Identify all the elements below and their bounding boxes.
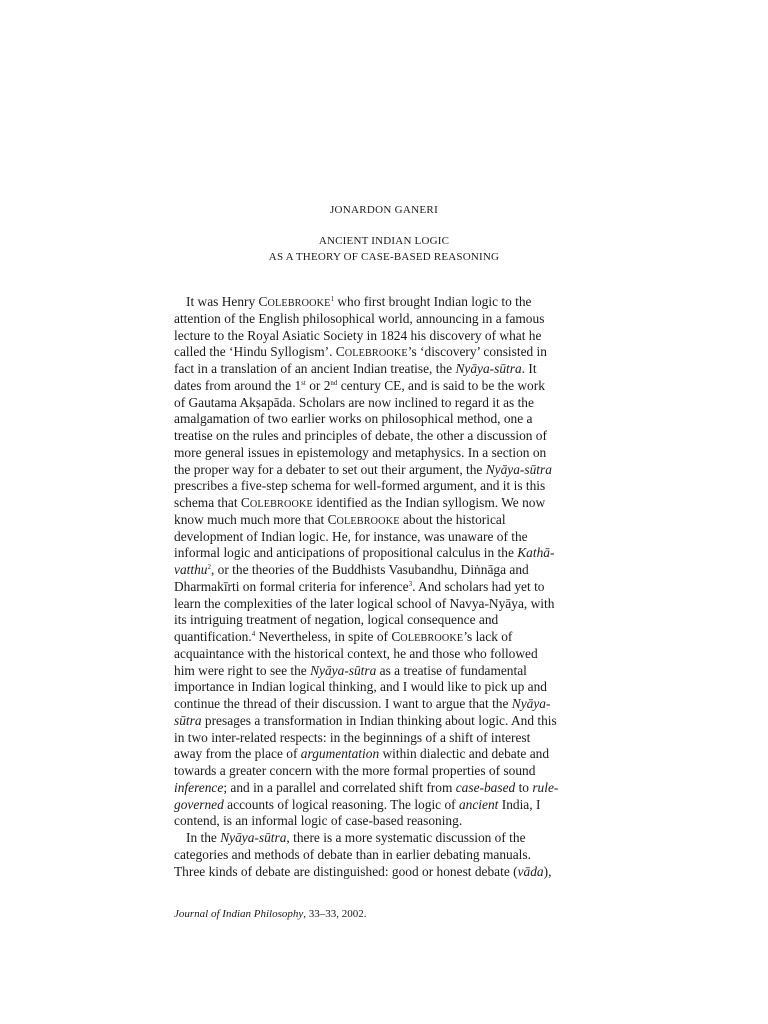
body-line: of Gautama Akṣapāda. Scholars are now inclined to regard it as the [174,394,534,410]
article-title-line-1: ANCIENT INDIAN LOGIC [318,235,450,247]
body-line: called the ‘Hindu Syllogism’. COLEBROOKE’s ‘discovery’ consisted in [174,344,547,360]
body-line: contend, is an informal logic of case-based reasoning. [174,813,463,829]
body-line: importance in Indian logical thinking, and I would like to pick up and [174,679,547,695]
body-line: treatise on the rules and principles of debate, the other a discussion of [174,428,547,443]
footnote-ref: 4 [251,630,256,638]
body-line: governed accounts of logical reasoning. The logic of ancient India, I [174,796,541,812]
body-line: It was Henry COLEBROOKE$^1$ who first brought Indian logic to the [186,294,532,309]
citation-details: , 33–33, 2002. [303,908,367,920]
body-line: the proper way for a debater to set out their argument, the Nyāya-sūtra [174,461,552,477]
body-line: learn the complexities of the later logical school of Navya-Nyāya, with [174,595,555,611]
article-body [174,294,594,880]
body-line: In the Nyāya-sūtra, there is a more systematic discussion of the [186,830,526,845]
body-line: towards a greater concern with the more formal properties of sound [174,763,536,778]
journal-name: Journal of Indian Philosophy [174,908,304,920]
body-line: vatthu$^2$, or the theories of the Buddhists Vasubandhu, Diṅnāga and [174,562,529,577]
body-line: quantification.$^4$ Nevertheless, in spite of COLEBROOKE’s lack of [174,629,513,644]
footnote-ref: 1 [330,295,334,303]
body-line: Dharmakīrti on formal criteria for inference$^3$. And scholars had yet to [174,578,545,594]
body-line: attention of the English philosophical world, announcing in a famous [174,310,545,326]
body-line: prescribes a five-step schema for well-formed argument, and it is this [174,478,546,494]
journal-citation [174,908,367,920]
footnote-ref: 2 [207,563,211,571]
author-name: JONARDON GANERI [329,204,439,216]
body-line: Three kinds of debate are distinguished: good or honest debate (vāda), [174,863,552,879]
body-line: lecture to the Royal Asiatic Society in 1824 his discovery of what he [174,327,542,343]
body-line: more general issues in epistemology and metaphysics. In a section on [174,444,547,460]
body-line: away from the place of argumentation within dialectic and debate and [174,746,550,762]
body-line: categories and methods of debate than in earlier debating manuals. [174,846,531,862]
body-line: amalgamation of two earlier works on philosophical method, one a [174,411,533,427]
body-line: acquaintance with the historical context, he and those who followed [174,645,538,661]
body-line: schema that COLEBROOKE identified as the Indian syllogism. We now [174,495,546,510]
body-line: its intriguing treatment of negation, logical consequence and [174,612,499,628]
body-line: inference; and in a parallel and correlated shift from case-based to rule- [174,779,559,795]
body-line: development of Indian logic. He, for instance, was unaware of the [174,528,528,544]
body-line: know much much more that COLEBROOKE about the historical [174,511,506,527]
body-line: fact in a translation of an ancient Indian treatise, the Nyāya-sūtra. It [174,361,537,376]
body-line: in two inter-related respects: in the beginnings of a shift of interest [174,729,531,745]
body-line: sūtra presages a transformation in Indian thinking about logic. And this [174,712,557,728]
body-line: him were right to see the Nyāya-sūtra as a treatise of fundamental [174,662,527,678]
body-line: continue the thread of their discussion. I want to argue that the Nyāya- [174,696,551,711]
article-title-line-2: AS A THEORY OF CASE-BASED REASONING [268,251,500,263]
body-line: informal logic and anticipations of propositional calculus in the Kathā- [174,545,555,561]
body-line: dates from around the 1st or 2nd century CE, and is said to be the work [174,377,545,393]
footnote-ref: 3 [408,579,413,588]
